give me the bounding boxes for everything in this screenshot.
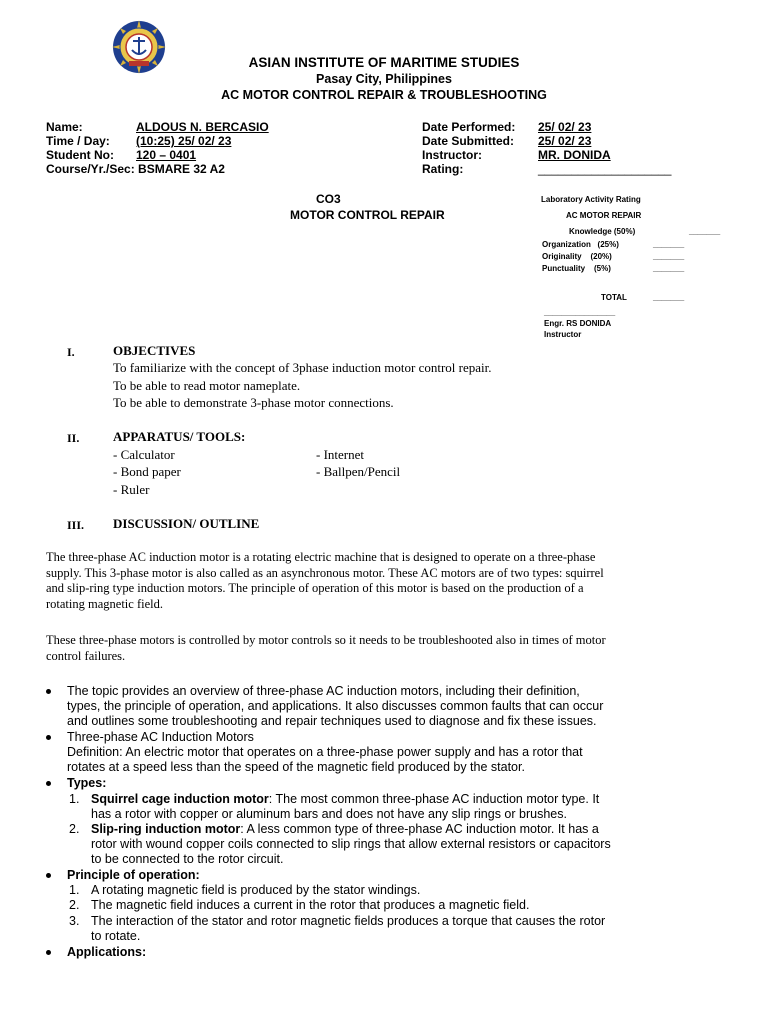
bullet-dot — [46, 689, 51, 694]
type-description: : A less common type of three-phase AC induction motor. It has a — [240, 822, 599, 836]
apparatus-item: - Bond paper — [113, 464, 181, 479]
rating-total-blank: _______ — [653, 293, 685, 302]
apparatus-heading: APPARATUS/ TOOLS: — [113, 429, 246, 444]
student-no-label: Student No: — [46, 148, 114, 162]
rating-subheading: AC MOTOR REPAIR — [566, 211, 642, 220]
type-slip-ring — [91, 822, 599, 837]
name-label: Name: — [46, 120, 83, 134]
course-title: AC MOTOR CONTROL REPAIR & TROUBLESHOOTING — [221, 88, 547, 102]
principle-item: The interaction of the stator and rotor magnetic fields produces a torque that causes the rotor — [91, 914, 606, 928]
rating-organization-blank: _______ — [653, 240, 685, 249]
rating-originality-blank: _______ — [653, 252, 685, 261]
type-name: Squirrel cage induction motor — [91, 792, 269, 806]
definition-text: Definition: An electric motor that operates on a three-phase power supply and has a rotor that — [67, 745, 583, 759]
discussion-heading: DISCUSSION/ OUTLINE — [113, 516, 260, 531]
applications-heading: Applications: — [67, 945, 147, 959]
objective-item: To familiarize with the concept of 3phase induction motor control repair. — [113, 360, 492, 375]
type-name: Slip-ring induction motor — [91, 822, 241, 836]
rating-organization: Organization (25%) — [542, 240, 619, 249]
student-no-value: 120 – 0401 — [136, 148, 197, 162]
discussion-paragraph-line: control failures. — [46, 649, 126, 663]
definition-text: rotates at a speed less than the speed of the magnetic field produced by the stator. — [67, 760, 525, 774]
rating-heading: Laboratory Activity Rating — [541, 195, 641, 204]
list-number: 1. — [69, 883, 80, 897]
rating-originality: Originality (20%) — [542, 252, 612, 261]
principle-heading: Principle of operation: — [67, 868, 200, 882]
objective-item: To be able to read motor nameplate. — [113, 378, 301, 393]
discussion-paragraph-line: rotating magnetic field. — [46, 597, 163, 611]
signature-line: ________________ — [544, 308, 616, 317]
type-squirrel-cage — [91, 792, 599, 807]
type-description: has a rotor with copper or aluminum bars and does not have any slip rings or brushes. — [91, 807, 567, 821]
apparatus-item: - Internet — [316, 447, 365, 462]
bullet-text: The topic provides an overview of three-phase AC induction motors, including their definition, — [67, 684, 580, 698]
institute-name: ASIAN INSTITUTE OF MARITIME STUDIES — [248, 55, 520, 70]
rating-knowledge-blank: _______ — [689, 227, 721, 236]
activity-title: MOTOR CONTROL REPAIR — [290, 208, 445, 222]
rating-punctuality-blank: _______ — [653, 264, 685, 273]
list-number: 2. — [69, 822, 80, 836]
discussion-numeral: III. — [67, 518, 85, 532]
apparatus-item: - Ballpen/Pencil — [316, 464, 401, 479]
principle-item: The magnetic field induces a current in the rotor that produces a magnetic field. — [91, 898, 530, 912]
list-number: 3. — [69, 914, 80, 928]
apparatus-item: - Calculator — [113, 447, 175, 462]
date-performed-value: 25/ 02/ 23 — [538, 120, 592, 134]
rating-total: TOTAL — [601, 293, 627, 302]
rating-punctuality: Punctuality (5%) — [542, 264, 611, 273]
instructor-label: Instructor: — [422, 148, 482, 162]
discussion-paragraph-line: These three-phase motors is controlled by motor controls so it needs to be troubleshooted also in times of motor — [46, 633, 606, 647]
types-heading: Types: — [67, 776, 107, 790]
rating-blank: ____________________ — [538, 162, 672, 176]
signatory-name: Engr. RS DONIDA — [544, 319, 612, 328]
rating-label: Rating: — [422, 162, 464, 176]
time-value: (10:25) 25/ 02/ 23 — [136, 134, 232, 148]
time-label: Time / Day: — [46, 134, 110, 148]
motors-heading: Three-phase AC Induction Motors — [67, 730, 254, 744]
discussion-paragraph-line: The three-phase AC induction motor is a rotating electric machine that is designed to operate on a three-phase — [46, 550, 596, 564]
date-submitted-label: Date Submitted: — [422, 134, 515, 148]
rating-knowledge: Knowledge (50%) — [569, 227, 636, 236]
principle-item: A rotating magnetic field is produced by the stator windings. — [91, 883, 421, 897]
objective-item: To be able to demonstrate 3-phase motor connections. — [113, 395, 394, 410]
name-value: ALDOUS N. BERCASIO — [136, 120, 269, 134]
apparatus-numeral: II. — [67, 431, 80, 445]
bullet-dot — [46, 873, 51, 878]
objectives-heading: OBJECTIVES — [113, 343, 196, 358]
type-description: : The most common three-phase AC induction motor type. It — [268, 792, 600, 806]
date-submitted-value: 25/ 02/ 23 — [538, 134, 592, 148]
date-performed-label: Date Performed: — [422, 120, 516, 134]
type-description: rotor with wound copper coils connected to slip rings that allow external resistors or capacitors — [91, 837, 611, 851]
institute-city: Pasay City, Philippines — [316, 72, 452, 86]
discussion-paragraph-line: supply. This 3-phase motor is also called as an asynchronous motor. These AC motors are of two types: squirrel — [46, 566, 604, 580]
apparatus-item: - Ruler — [113, 482, 150, 497]
bullet-text: types, the principle of operation, and applications. It also discusses common faults that can occur — [67, 699, 604, 713]
bullet-text: and outlines some troubleshooting and repair techniques used to diagnose and fix these issues. — [67, 714, 597, 728]
instructor-value: MR. DONIDA — [538, 148, 611, 162]
principle-item: to rotate. — [91, 929, 141, 943]
course-section-label: Course/Yr./Sec: BSMARE 32 A2 — [46, 162, 225, 176]
list-number: 1. — [69, 792, 80, 806]
list-number: 2. — [69, 898, 80, 912]
activity-code: CO3 — [316, 192, 341, 206]
bullet-dot — [46, 781, 51, 786]
bullet-dot — [46, 950, 51, 955]
bullet-dot — [46, 735, 51, 740]
type-description: to be connected to the rotor circuit. — [91, 852, 284, 866]
objectives-numeral: I. — [67, 345, 75, 359]
signatory-title: Instructor — [544, 330, 582, 339]
discussion-paragraph-line: and slip-ring type induction motors. The principle of operation of this motor is based on the production of a — [46, 581, 584, 595]
